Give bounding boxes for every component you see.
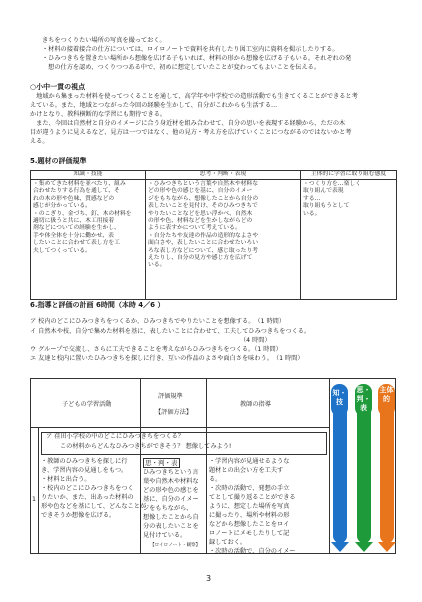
linkage-line: 目が違うように見えるなど、見方は一つではなく、他の見方・考え方を広げていくことにつながるのではないかと考 xyxy=(30,129,352,136)
step-number: 1 xyxy=(32,496,36,503)
plan-line: （4 時間） xyxy=(240,337,271,344)
table-cell-thinking: ・ひみつきちという言葉や自然木や材料な どの形や色の感じを基に、自分のイメー ジをもちながら、想像したことから自分の 表したいことを見付け、そのひみつきちで やりたいことなどを思い浮かべ、自然木 の形や色、材料などを生かしながらどの ように表すかについて考えている。 ・自分たちや友達の作品の造形的なよさや 面白さや、表したいことに合わせたいろい ろな表し方などについて、感じ取ったり考 えたりし、自分の見方や感じ方を広げて いる。 xyxy=(146,180,301,300)
plan-line: イ 自然木や枝、自分で集めた材料を基に、表したいことに合わせて、工夫してひみつきちをつくる。 xyxy=(30,328,311,335)
plan-line: ウ グループで交流し、さらに工夫できることを考えながらひみつきちをつくる。（1 時間） xyxy=(30,346,282,353)
eval-tag: 思・判・表 xyxy=(145,459,178,467)
document-page: きちをつくりたい場所の写真を撮っておく。 ・材料の接着接合の仕方については、ロイロノートで資料を共有したり図工室内に資料を掲示したりする。 ・ひみつきちを置きたい場所から想像を広げる子もいれば、材料の形から想像を広げる子もいる。それぞれの発 想の仕方を認め、つくりつつある中で、初めに想定していたことが変わってもよいことを伝える。 ○小中一貫の視点 地域から集まった材料を使ってつくることを通して、高学年や中学校での造形活動でも生きてくることができると考 えている。また、地域とつながった今回の経験を生かして、自分がこれからも生活する… かけとなり、教科横断的な学習にも期待できる。 また、今回は自然材と自分のイメージに合う身近材を組み合わせて、自分の思いを表現する経験から、ただの木 目が違うように見えるなど、見方は一つではなく、他の見方・考え方を広げていくことにつながるのではないかと考 える。 5.題材の評価規準 知識・技能 思考・判断・表現 主体的に学習に取り組む態度 ・集めてきた材料を並べたり、組み 合わせたりする行為を通して、そ れの木の形や色味、質感などの 感じが分かっている。 ・のこぎり、金づち、釘、木の材料を 適切に扱うと共に、木工用接着 剤などについての経験を生かし、 手や体全体を十分に働かせ、表 したいことに合わせて表し方を工 夫してつくっている。 ・ひみつきちという言葉や自然木や材料な どの形や色の感じを基に、自分のイメー ジをもちながら、想像したことから自分の 表したいことを見付け、そのひみつきちで やりたいことなどを思い浮かべ、自然木 の形や色、材料などを生かしながらどの ように表すかについて考えている。 ・自分たちや友達の作品の造形的なよさや 面白さや、表したいことに合わせたいろい ろな表し方などについて、感じ取ったり考 えたりし、自分の見方や感じ方を広げて いる。 ・つくり方を…楽しく 取り組んで表現 する… 取り組もうとして いる。 6.指導と評価の計画 6時間（本時 4／6 ） ア 校内のどこにひみつきちをつくるか、ひみつきちでやりたいことを想像する。 （1 時間） イ 自然木や枝、自分で集めた材料を基に、表したいことに合わせて、工夫してひみつきちをつくる。 （4 時間） ウ グループで交流し、さらに工夫できることを考えながらひみつきちをつくる。（1 時間） エ 友達と校内に置いたひみつきちを探しに行き、互いの作品のよさや面白さを味わう。 （1 時間） 子どもの学習活動 評価規準 【評価方法】 教師の指導 1 ア 荏田小学校の中のどこにひみつきちをつくる？ この材料からどんなひみつきちができそう？ 想像してみよう! ・教師のひみつきちを探しに行 き、学習内容の見通しをもつ。 ・材料と出合う。 ・校内のどこにひみつきちをつく りたいか、また、出あった材料の 形や色などを基にして、どんなことが できそうか想像を広げる。 思・判・表 ひみつきちという言 葉や自然木や材料な どの形や色の感じを 基に、自分のイメー ジをもちながら、 想像したことから自 分の表したいことを 見付けている。 【ロイロノート・観察】 ・学習内容が見通せるような 題材との出会い方を工夫す る。 ・次時の活動で、発想の手立 てとして撮り返ることができる ように、想定した場所を写真 に撮ったり、場所や材料の形 などから想像したことをロイ ロノートにメモしたりして記 録しておく。 ・次時の活動で、自分のイメー 知・技 思・判・表 主体的 3 xyxy=(0,0,422,602)
column-header: 教師の指導 xyxy=(240,401,271,408)
divider xyxy=(38,427,39,554)
table-cell-knowledge: ・集めてきた材料を並べたり、組み 合わせたりする行為を通して、そ れの木の形や色味、質感などの 感じが分かっている。 ・のこぎり、金づち、釘、木の材料を 適切に扱うと共に、木工用接着 剤などについての経験を生かし、 手や体全体を十分に働かせ、表 したいことに合わせて表し方を工 夫してつくっている。 xyxy=(31,180,146,300)
thinking-orb: 思・判・表 xyxy=(355,384,372,416)
linkage-heading: ○小中一貫の視点 xyxy=(30,83,86,91)
section-title: 5.題材の評価規準 xyxy=(30,157,87,165)
intro-line: ・ひみつきちを置きたい場所から想像を広げる子もいれば、材料の形から想像を広げる子もいる。それぞれの発 xyxy=(42,55,352,62)
linkage-line: えている。また、地域とつながった今回の経験を生かして、自分がこれからも生活する… xyxy=(30,102,278,109)
attitude-orb: 主体的 xyxy=(378,384,395,416)
table-header: 主体的に学習に取り組む態度 xyxy=(301,171,397,180)
section-title: 6.指導と評価の計画 6時間（本時 4／6 ） xyxy=(30,301,165,309)
plan-line: ア 校内のどこにひみつきちをつくるか、ひみつきちでやりたいことを想像する。 （1 時間） xyxy=(30,318,286,325)
table-cell-attitude: ・つくり方を…楽しく 取り組んで表現 する… 取り組もうとして いる。 xyxy=(301,180,397,300)
attitude-arrow xyxy=(378,542,396,552)
divider xyxy=(30,427,329,428)
linkage-line: 地域から集まった材料を使ってつくることを通して、高学年や中学校での造形活動でも生きてくることができると考 xyxy=(30,93,358,100)
intro-line: きちをつくりたい場所の写真を撮っておく。 xyxy=(42,37,166,44)
goal-text: ア 荏田小学校の中のどこにひみつきちをつくる？ xyxy=(46,433,184,440)
linkage-line: また、今回は自然材と自分のイメージに合う身近材を組み合わせて、自分の思いを表現する経験から、ただの木 xyxy=(30,120,346,127)
linkage-line: かけとなり、教科横断的な学習にも期待できる。 xyxy=(30,111,167,118)
column-header: 評価規準 xyxy=(158,393,183,400)
column-header: 子どもの学習活動 xyxy=(62,401,112,408)
intro-line: 想の仕方を認め、つくりつつある中で、初めに想定していたことが変わってもよいことを伝える。 xyxy=(42,64,321,71)
column-header: 【評価方法】 xyxy=(155,409,193,416)
evaluation-table xyxy=(30,170,397,300)
attitude-bar xyxy=(380,396,394,543)
eval-method: 【ロイロノート・観察】 xyxy=(150,543,201,548)
knowledge-orb: 知・技 xyxy=(331,384,348,416)
divider xyxy=(206,378,207,554)
knowledge-bar xyxy=(333,396,347,543)
knowledge-arrow xyxy=(331,542,349,552)
page-number: 3 xyxy=(206,574,212,583)
divider xyxy=(140,378,141,554)
table-header: 知識・技能 xyxy=(31,171,146,180)
divider xyxy=(329,378,330,554)
plan-line: エ 友達と校内に置いたひみつきちを探しに行き、互いの作品のよさや面白さを味わう。 （1 時間） xyxy=(30,355,304,362)
thinking-bar xyxy=(357,396,371,543)
goal-text: この材料からどんなひみつきちができそう？ 想像してみよう! xyxy=(60,443,232,450)
thinking-arrow xyxy=(355,542,373,552)
intro-line: ・材料の接着接合の仕方については、ロイロノートで資料を共有したり図工室内に資料を掲示したりする。 xyxy=(42,46,339,53)
linkage-line: える。 xyxy=(30,138,49,145)
table-header: 思考・判断・表現 xyxy=(146,171,301,180)
